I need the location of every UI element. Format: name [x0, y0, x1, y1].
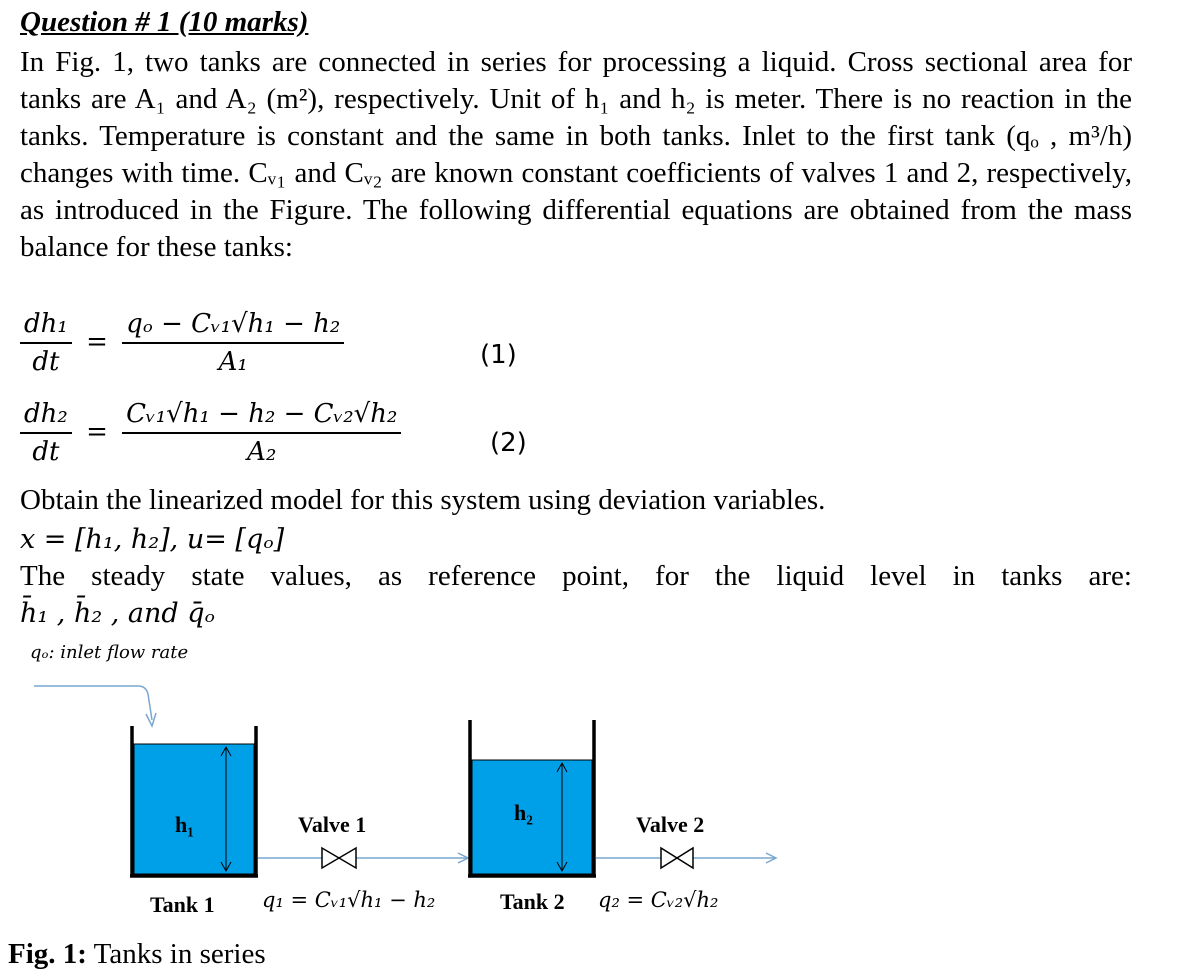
question-heading: Question # 1 (10 marks) [20, 6, 309, 38]
q1-formula: q₁ = Cᵥ₁√h₁ − h₂ [262, 888, 436, 912]
eq2-lhs-den: dt [32, 437, 60, 467]
steady-state-text: The steady state values, as reference point, for the liquid level in tanks are: [20, 560, 1132, 592]
figure-caption [8, 938, 266, 971]
valve2-label: Valve 2 [636, 812, 705, 837]
tank1-liquid [134, 744, 254, 874]
eq1-lhs-den: dt [32, 347, 60, 377]
valve2-icon [661, 848, 693, 868]
intro-paragraph: In Fig. 1, two tanks are connected in series for processing a liquid. Cross sectional area for tanks are A₁ and A₂ (m²), respectively. Unit of h₁ and h₂ is meter. There is no reaction in the tanks. Temperature is constant and the same in both tanks. Inlet to the first tank (qₒ , m³/h) changes with time. Cᵥ₁ and Cᵥ₂ are known constant coefficients of valves 1 and 2, respectively, as introduced in the Figure. The following differential equations are obtained from the mass balance for these tanks: [20, 46, 1132, 263]
tank1-level-label: h₁ [175, 812, 194, 837]
tank2-level-label: h₂ [514, 800, 533, 825]
tank1-label: Tank 1 [150, 892, 215, 917]
eq1-rhs-num: qₒ − Cᵥ₁√h₁ − h₂ [122, 306, 344, 344]
eq2-rhs-den: A₂ [247, 437, 277, 467]
inlet-flow-label: qₒ: inlet flow rate [30, 642, 189, 663]
eq2-rhs [122, 396, 401, 470]
tank2-label: Tank 2 [500, 889, 565, 914]
figure-caption-text: Tanks in series [93, 938, 266, 970]
eq1-number: (1) [480, 340, 517, 370]
eq2-lhs [20, 396, 72, 470]
state-input-vectors: x = [h₁, h₂], u= [qₒ] [20, 524, 285, 555]
eq2-number: (2) [490, 428, 527, 458]
equation-2: $\frac{\text{dh₂}}{dt}$ = $\frac{\text{Cᵥ₁√h₁ − h₂ − Cᵥ₂√h₂}}{\text{A₂}}$ [20, 396, 401, 470]
tanks-diagram [0, 670, 1186, 930]
eq1-lhs-num: dh₁ [20, 306, 72, 344]
eq1-lhs [20, 306, 72, 380]
valve1-label: Valve 1 [298, 812, 367, 837]
question-intro [20, 44, 1132, 266]
q2-formula: q₂ = Cᵥ₂√h₂ [598, 888, 719, 912]
valve1-icon [322, 848, 356, 868]
steady-state-vars: h̄₁ , h̄₂ , and q̄ₒ [20, 598, 215, 629]
eq1-rhs-den: A₁ [218, 347, 248, 377]
eq2-rhs-num: Cᵥ₁√h₁ − h₂ − Cᵥ₂√h₂ [122, 396, 401, 434]
eq1-rhs [122, 306, 344, 380]
eq2-lhs-num: dh₂ [20, 396, 72, 434]
figure-caption-label: Fig. 1: [8, 938, 87, 970]
inlet-pipe [34, 686, 152, 720]
equation-1: $\frac{\text{dh₁}}{dt}$ = $\frac{\text{qₒ − Cᵥ₁√h₁ − h₂}}{\text{A₁}}$ [20, 306, 344, 380]
task-text: Obtain the linearized model for this system using deviation variables. [20, 484, 826, 516]
